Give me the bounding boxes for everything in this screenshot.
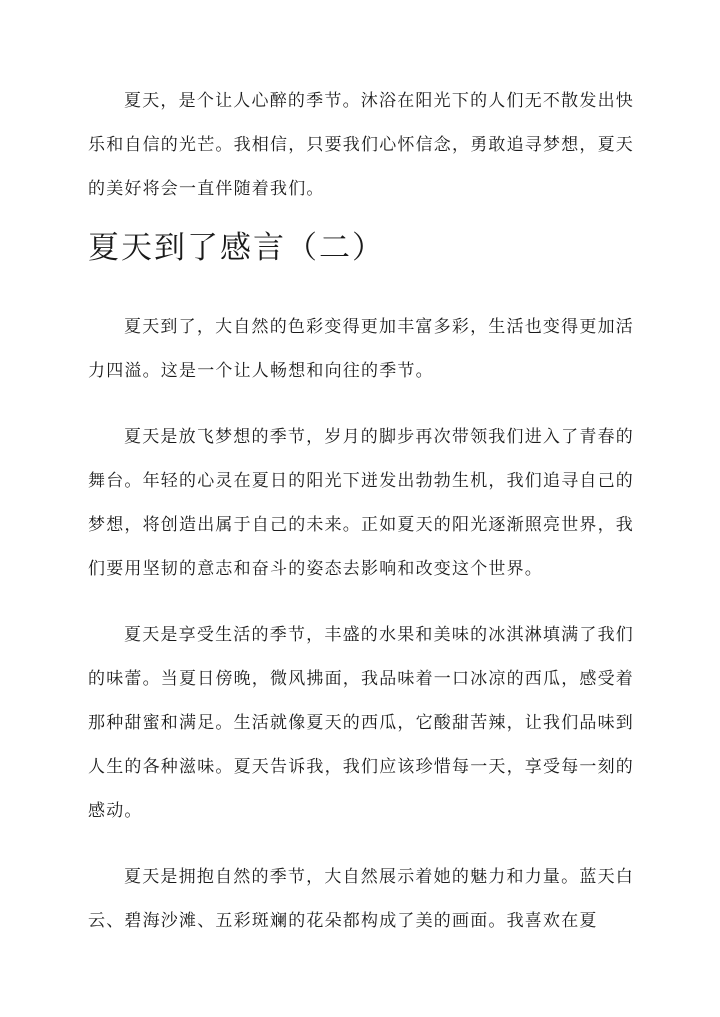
section-body xyxy=(88,305,634,943)
intro-paragraph: 夏天，是个让人心醉的季节。沐浴在阳光下的人们无不散发出快乐和自信的光芒。我相信，只要我们心怀信念，勇敢追寻梦想，夏天的美好将会一直伴随着我们。 xyxy=(88,91,634,199)
section-paragraph: 夏天是拥抱自然的季节，大自然展示着她的魅力和力量。蓝天白云、碧海沙滩、五彩斑斓的花朵都构成了美的画面。我喜欢在夏 xyxy=(88,867,634,931)
section-paragraph: 夏天到了，大自然的色彩变得更加丰富多彩，生活也变得更加活力四溢。这是一个让人畅想和向往的季节。 xyxy=(88,317,634,381)
section-heading: 夏天到了感言（二） xyxy=(88,230,385,266)
section-paragraph: 夏天是放飞梦想的季节，岁月的脚步再次带领我们进入了青春的舞台。年轻的心灵在夏日的阳光下迸发出勃勃生机，我们追寻自己的梦想，将创造出属于自己的未来。正如夏天的阳光逐渐照亮世界，我们要用坚韧的意志和奋斗的姿态去影响和改变这个世界。 xyxy=(88,427,634,579)
section-paragraph: 夏天是享受生活的季节，丰盛的水果和美味的冰淇淋填满了我们的味蕾。当夏日傍晚，微风拂面，我品味着一口冰凉的西瓜，感受着那种甜蜜和满足。生活就像夏天的西瓜，它酸甜苦辣，让我们品味到人生的各种滋味。夏天告诉我，我们应该珍惜每一天，享受每一刻的感动。 xyxy=(88,625,634,821)
